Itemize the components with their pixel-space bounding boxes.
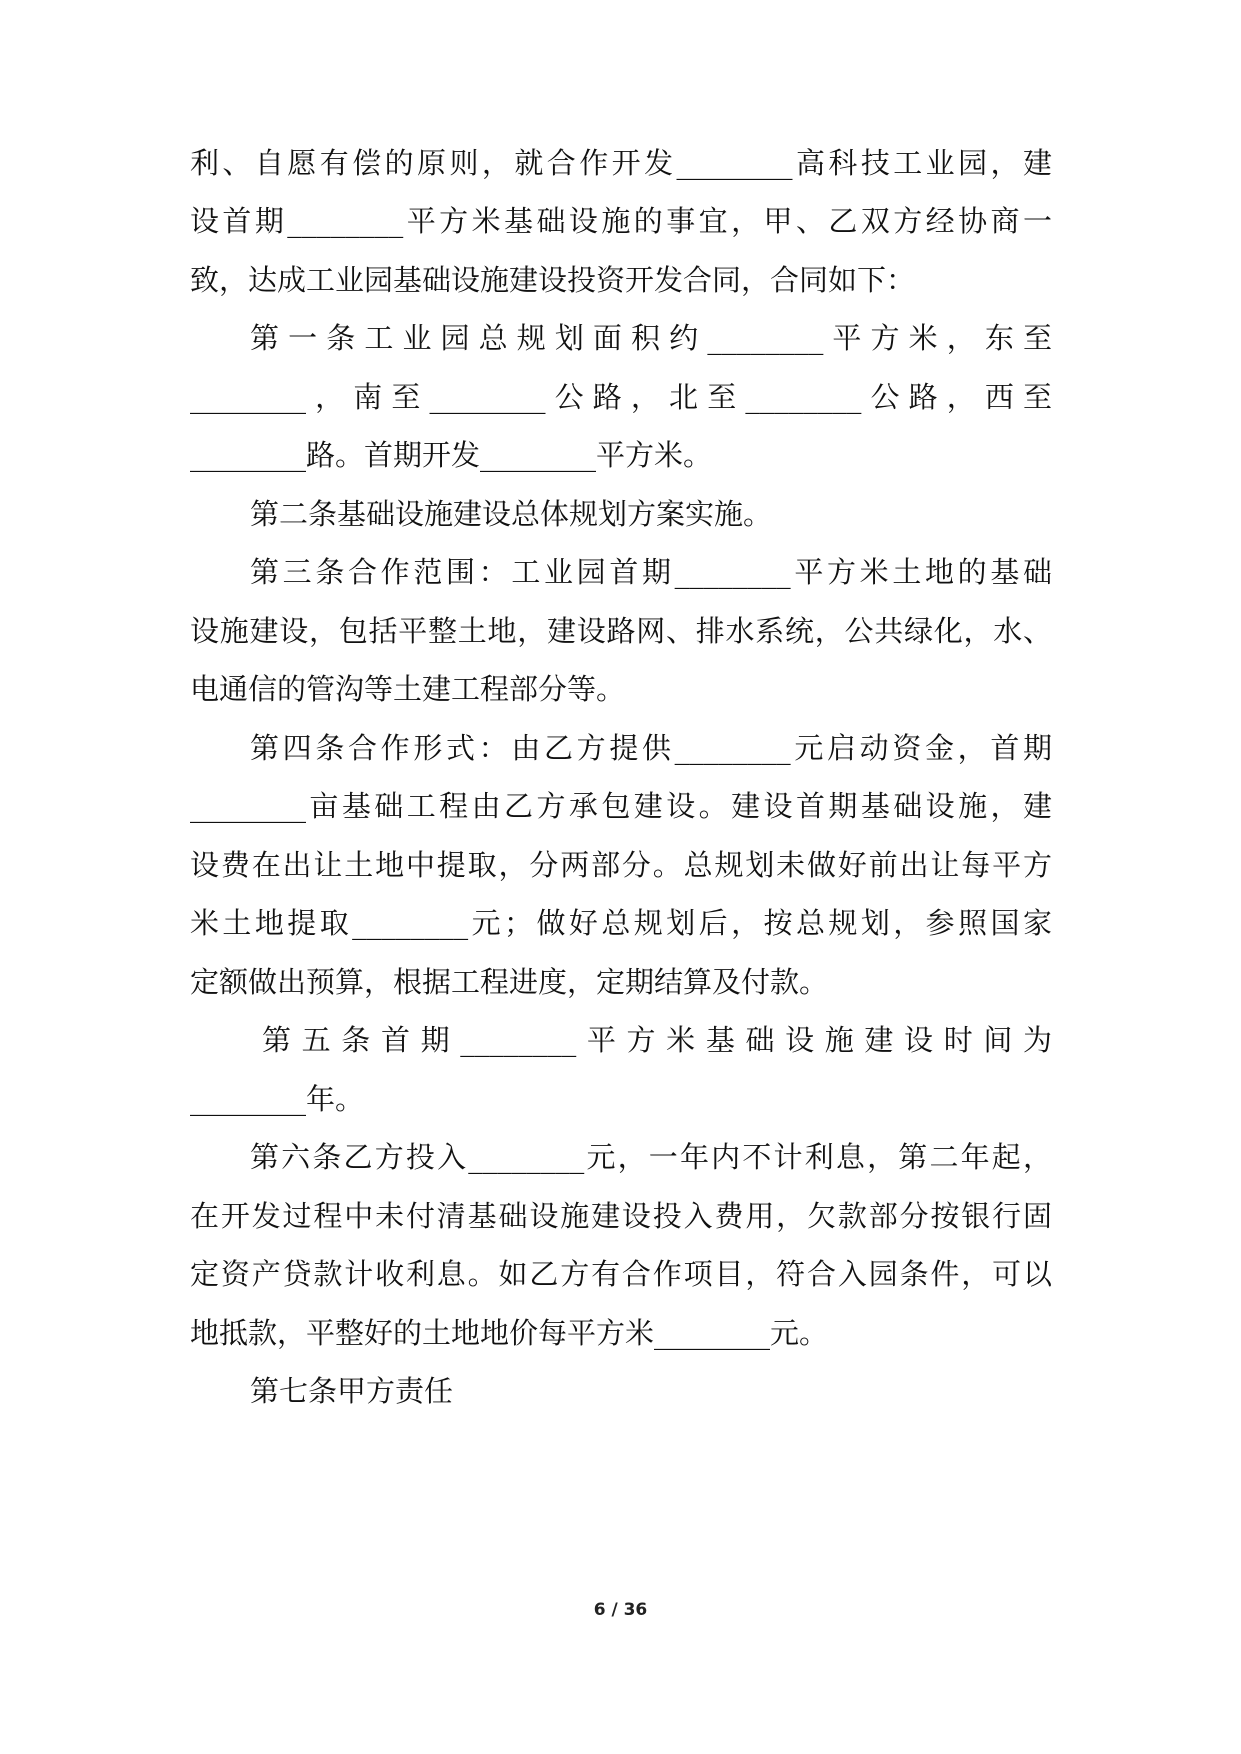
text-line: ________路。首期开发________平方米。 [190,438,713,472]
text-line: ________年。 [190,1082,365,1116]
text-line: ________，南至________公路，北至________公路，西至 [190,380,1052,414]
article-6-heading: 第六条乙方投入________元，一年内不计利息，第二年起， [250,1140,1052,1174]
text-line: 地抵款，平整好的土地地价每平方米________元。 [190,1316,829,1350]
text-line: 定资产贷款计收利息。如乙方有合作项目，符合入园条件，可以 [190,1257,1052,1291]
article-3-heading: 第三条合作范围：工业园首期________平方米土地的基础 [250,555,1052,589]
article-2-heading: 第二条基础设施建设总体规划方案实施。 [250,497,773,531]
text-line: 米土地提取________元；做好总规划后，按总规划，参照国家 [190,906,1052,940]
text-line: 设首期________平方米基础设施的事宜，甲、乙双方经协商一 [190,204,1052,238]
text-line: 致，达成工业园基础设施建设投资开发合同，合同如下： [190,263,916,297]
text-line: ________亩基础工程由乙方承包建设。建设首期基础设施，建 [190,789,1052,823]
article-1-heading: 第一条工业园总规划面积约________平方米，东至 [250,321,1052,355]
article-7-heading: 第七条甲方责任 [250,1374,454,1408]
text-line: 定额做出预算，根据工程进度，定期结算及付款。 [190,965,829,999]
text-line: 设费在出让土地中提取，分两部分。总规划未做好前出让每平方 [190,848,1052,882]
text-line: 在开发过程中未付清基础设施建设投入费用，欠款部分按银行固 [190,1199,1052,1233]
article-5-heading: 第五条首期________平方米基础设施建设时间为 [262,1023,1052,1057]
text-line: 利、自愿有偿的原则，就合作开发________高科技工业园，建 [190,146,1052,180]
article-4-heading: 第四条合作形式：由乙方提供________元启动资金，首期 [250,731,1052,765]
text-line: 设施建设，包括平整土地，建设路网、排水系统，公共绿化，水、 [190,614,1052,648]
page-number: 6 / 36 [593,1600,648,1620]
text-line: 电通信的管沟等土建工程部分等。 [190,672,626,706]
